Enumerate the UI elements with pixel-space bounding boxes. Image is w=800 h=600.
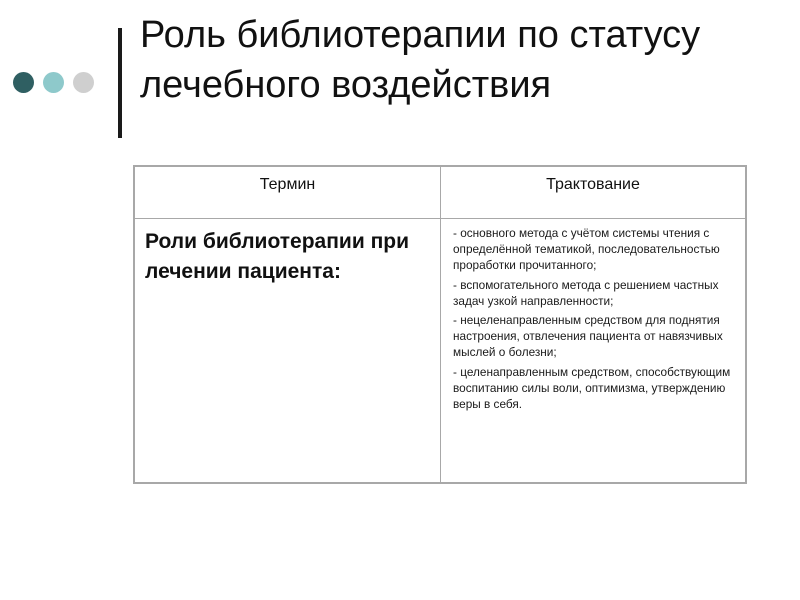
title-divider xyxy=(118,28,122,138)
description-item: - нецеленаправленным средством для поднятия настроения, отвлечения пациента от навязчивых мыслей о болезни; xyxy=(453,313,723,360)
header-term: Термин xyxy=(135,167,441,218)
description-item: - вспомогательного метода с решением частных задач узкой направленности; xyxy=(453,277,719,308)
dot-teal xyxy=(43,72,64,93)
description-item: - основного метода с учётом системы чтения с определённой тематикой, последовательностью проработки прочитанного; xyxy=(453,226,720,273)
dot-dark xyxy=(13,72,34,93)
table-row xyxy=(135,219,745,482)
slide-title: Роль библиотерапии по статусу лечебного воздействия xyxy=(140,14,701,106)
header-interpretation: Трактование xyxy=(546,176,640,193)
dot-gray xyxy=(73,72,94,93)
term-cell: Роли библиотерапии при лечении пациента: xyxy=(135,219,441,482)
description-cell xyxy=(441,219,745,482)
decorative-dots xyxy=(13,72,94,93)
table-header-row xyxy=(135,167,745,219)
definition-table xyxy=(133,165,747,484)
description-item: - целенаправленным средством, способствующим воспитанию силы воли, оптимизма, утверждению веры в себя. xyxy=(453,364,731,412)
